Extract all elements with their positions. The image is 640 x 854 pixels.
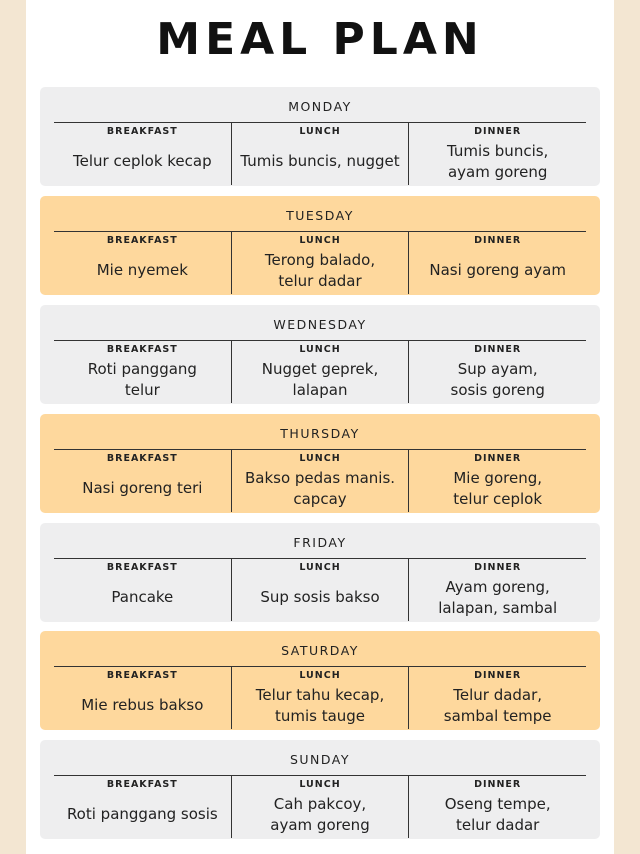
day-name: WEDNESDAY [273,317,367,332]
column-label: DINNER [474,453,522,464]
column-label: LUNCH [299,562,341,573]
column-label: LUNCH [299,126,341,137]
meal-value: Tumis buncis, ayam goreng [447,141,549,181]
meal-value: Telur dadar, sambal tempe [443,685,552,725]
page-title: MEAL PLAN [156,14,484,65]
day-card-friday [40,523,600,622]
column-label: DINNER [474,779,522,790]
meal-value: Bakso pedas manis. capcay [244,468,396,508]
lunch-cell [231,559,409,621]
column-label: BREAKFAST [106,779,178,790]
day-card-sunday [40,740,600,839]
dinner-cell [408,776,586,838]
meal-value: Pancake [111,588,174,606]
column-label: BREAKFAST [106,453,178,464]
breakfast-cell [54,776,231,838]
meal-value: Mie goreng, telur ceplok [453,468,543,508]
column-label: DINNER [474,670,522,681]
meal-value: Roti panggang sosis [66,805,218,823]
meal-grid [54,666,586,729]
meal-value: Nasi goreng ayam [429,261,566,279]
day-name: FRIDAY [293,535,347,550]
meal-value: Mie rebus bakso [81,696,204,714]
column-label: BREAKFAST [106,126,178,137]
dinner-cell [408,123,586,185]
lunch-cell [231,667,409,729]
day-card-tuesday [40,196,600,295]
day-name: TUESDAY [286,208,354,223]
column-label: LUNCH [299,779,341,790]
meal-value: Sup ayam, sosis goreng [450,359,545,399]
meal-value: Nugget geprek, lalapan [261,359,379,399]
lunch-cell [231,450,409,512]
meal-value: Oseng tempe, telur dadar [444,794,551,834]
column-label: LUNCH [299,453,341,464]
dinner-cell [408,559,586,621]
lunch-cell [231,123,409,185]
dinner-cell [408,667,586,729]
column-label: LUNCH [299,344,341,355]
meal-grid [54,558,586,621]
meal-value: Cah pakcoy, ayam goreng [270,794,370,834]
meal-value: Tumis buncis, nugget [240,152,400,170]
day-name: SATURDAY [281,643,359,658]
dinner-cell [408,341,586,403]
meal-grid [54,122,586,185]
meal-value: Roti panggang telur [87,359,197,399]
breakfast-cell [54,559,231,621]
breakfast-cell [54,341,231,403]
breakfast-cell [54,667,231,729]
column-label: LUNCH [299,670,341,681]
breakfast-cell [54,450,231,512]
meal-value: Sup sosis bakso [260,588,380,606]
breakfast-cell [54,123,231,185]
lunch-cell [231,341,409,403]
column-label: LUNCH [299,235,341,246]
meal-grid [54,775,586,838]
column-label: DINNER [474,344,522,355]
breakfast-cell [54,232,231,294]
column-label: DINNER [474,235,522,246]
day-card-monday [40,87,600,186]
day-card-wednesday [40,305,600,404]
meal-value: Mie nyemek [96,261,188,279]
day-card-saturday [40,631,600,730]
meal-grid [54,449,586,512]
lunch-cell [231,232,409,294]
column-label: BREAKFAST [106,562,178,573]
column-label: BREAKFAST [106,670,178,681]
day-name: MONDAY [288,99,352,114]
dinner-cell [408,232,586,294]
dinner-cell [408,450,586,512]
meal-grid [54,231,586,294]
meal-value: Ayam goreng, lalapan, sambal [438,577,558,617]
day-name: SUNDAY [289,752,351,767]
day-card-thursday [40,414,600,513]
meal-value: Telur tahu kecap, tumis tauge [255,685,385,725]
meal-value: Nasi goreng teri [82,479,203,497]
meal-value: Telur ceplok kecap [73,152,212,170]
column-label: DINNER [474,562,522,573]
meal-grid [54,340,586,403]
column-label: DINNER [474,126,522,137]
column-label: BREAKFAST [106,344,178,355]
day-name: THURSDAY [280,426,360,441]
column-label: BREAKFAST [106,235,178,246]
meal-value: Terong balado, telur dadar [264,250,376,290]
lunch-cell [231,776,409,838]
